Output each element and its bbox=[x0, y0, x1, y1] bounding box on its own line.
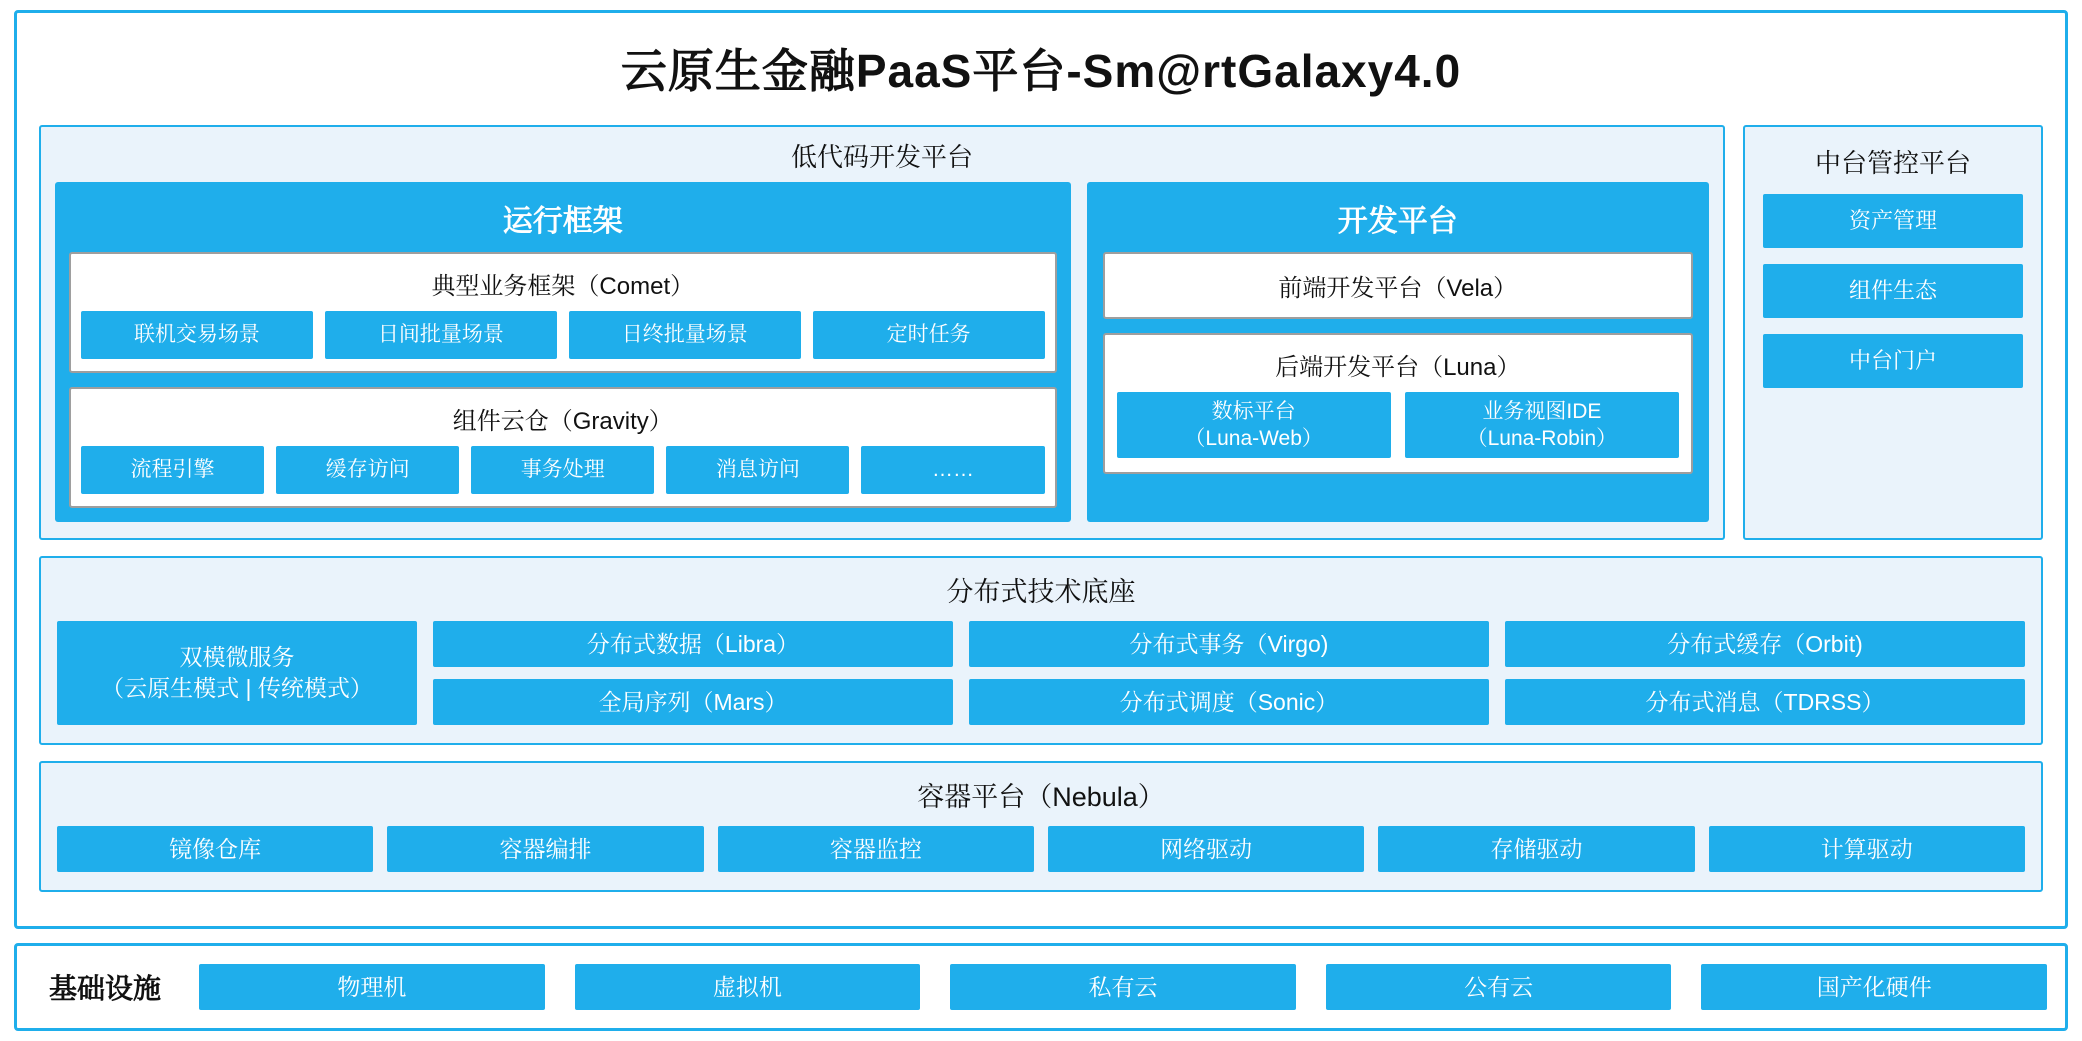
lowcode-inner bbox=[55, 182, 1709, 522]
upper-row bbox=[39, 125, 2043, 540]
console-panel-title: 中台管控平台 bbox=[1814, 148, 1971, 178]
gravity-items bbox=[81, 446, 1045, 494]
backend-platform-items bbox=[1117, 392, 1679, 458]
dev-platform-box bbox=[1087, 182, 1709, 522]
infrastructure-item[interactable]: 物理机 bbox=[199, 964, 545, 1010]
backend-item-line1: 业务视图IDE bbox=[1482, 399, 1602, 423]
console-item[interactable]: 中台门户 bbox=[1763, 334, 2023, 388]
infrastructure-label: 基础设施 bbox=[49, 973, 162, 1004]
container-item[interactable]: 存储驱动 bbox=[1378, 826, 1694, 872]
gravity-title: 组件云仓（Gravity） bbox=[452, 408, 673, 435]
runtime-framework-box bbox=[55, 182, 1071, 522]
lowcode-panel-title: 低代码开发平台 bbox=[790, 142, 973, 172]
backend-item-line2: （Luna-Robin） bbox=[1466, 427, 1618, 450]
console-item[interactable]: 组件生态 bbox=[1763, 264, 2023, 318]
backend-platform-card bbox=[1103, 333, 1693, 474]
comet-item[interactable]: 日终批量场景 bbox=[569, 311, 801, 359]
gravity-item[interactable]: 消息访问 bbox=[666, 446, 849, 494]
infrastructure-item[interactable]: 私有云 bbox=[950, 964, 1296, 1010]
infrastructure-item[interactable]: 公有云 bbox=[1326, 964, 1672, 1010]
gravity-card bbox=[69, 387, 1057, 508]
backend-item[interactable] bbox=[1117, 392, 1391, 458]
container-item[interactable]: 容器编排 bbox=[387, 826, 703, 872]
gravity-item[interactable]: 事务处理 bbox=[471, 446, 654, 494]
dev-platform-title: 开发平台 bbox=[1337, 205, 1458, 238]
distributed-item[interactable]: 分布式调度（Sonic） bbox=[969, 679, 1489, 725]
lowcode-panel bbox=[39, 125, 1725, 540]
runtime-framework-title: 运行框架 bbox=[502, 205, 623, 238]
comet-item[interactable]: 日间批量场景 bbox=[325, 311, 557, 359]
platform-frame bbox=[14, 10, 2068, 929]
distributed-item[interactable]: 分布式消息（TDRSS） bbox=[1505, 679, 2025, 725]
distributed-item[interactable]: 分布式缓存（Orbit) bbox=[1505, 621, 2025, 667]
gravity-item[interactable]: …… bbox=[861, 446, 1044, 494]
comet-card bbox=[69, 252, 1057, 373]
infrastructure-items bbox=[199, 964, 2047, 1010]
backend-item-line2: （Luna-Web） bbox=[1184, 427, 1323, 450]
distributed-items bbox=[57, 621, 2025, 725]
distributed-column bbox=[1505, 621, 2025, 725]
console-item[interactable]: 资产管理 bbox=[1763, 194, 2023, 248]
distributed-panel-title: 分布式技术底座 bbox=[946, 577, 1136, 607]
backend-platform-title: 后端开发平台（Luna） bbox=[1275, 354, 1521, 381]
distributed-microservice-line2: （云原生模式 | 传统模式） bbox=[101, 675, 373, 701]
comet-items bbox=[81, 311, 1045, 359]
distributed-microservice[interactable] bbox=[57, 621, 417, 725]
gravity-item[interactable]: 缓存访问 bbox=[276, 446, 459, 494]
console-panel bbox=[1743, 125, 2043, 540]
container-items bbox=[57, 826, 2025, 872]
distributed-column bbox=[969, 621, 1489, 725]
infrastructure-frame bbox=[14, 943, 2068, 1031]
distributed-item[interactable]: 分布式数据（Libra） bbox=[433, 621, 953, 667]
container-panel bbox=[39, 761, 2043, 892]
distributed-column bbox=[433, 621, 953, 725]
console-items bbox=[1763, 194, 2023, 388]
infrastructure-item[interactable]: 国产化硬件 bbox=[1701, 964, 2047, 1010]
container-item[interactable]: 计算驱动 bbox=[1709, 826, 2025, 872]
comet-title: 典型业务框架（Comet） bbox=[431, 273, 695, 300]
comet-item[interactable]: 联机交易场景 bbox=[81, 311, 313, 359]
infrastructure-item[interactable]: 虚拟机 bbox=[575, 964, 921, 1010]
distributed-item[interactable]: 分布式事务（Virgo) bbox=[969, 621, 1489, 667]
page-title: 云原生金融PaaS平台-Sm@rtGalaxy4.0 bbox=[620, 45, 1462, 97]
distributed-item[interactable]: 全局序列（Mars） bbox=[433, 679, 953, 725]
backend-item[interactable] bbox=[1405, 392, 1679, 458]
distributed-panel bbox=[39, 556, 2043, 745]
backend-item-line1: 数标平台 bbox=[1211, 399, 1296, 423]
container-item[interactable]: 网络驱动 bbox=[1048, 826, 1364, 872]
container-panel-title: 容器平台（Nebula） bbox=[917, 782, 1165, 812]
container-item[interactable]: 容器监控 bbox=[718, 826, 1034, 872]
gravity-item[interactable]: 流程引擎 bbox=[81, 446, 264, 494]
distributed-microservice-line1: 双模微服务 bbox=[179, 643, 295, 670]
container-item[interactable]: 镜像仓库 bbox=[57, 826, 373, 872]
comet-item[interactable]: 定时任务 bbox=[813, 311, 1045, 359]
frontend-platform-card[interactable]: 前端开发平台（Vela） bbox=[1103, 252, 1693, 319]
